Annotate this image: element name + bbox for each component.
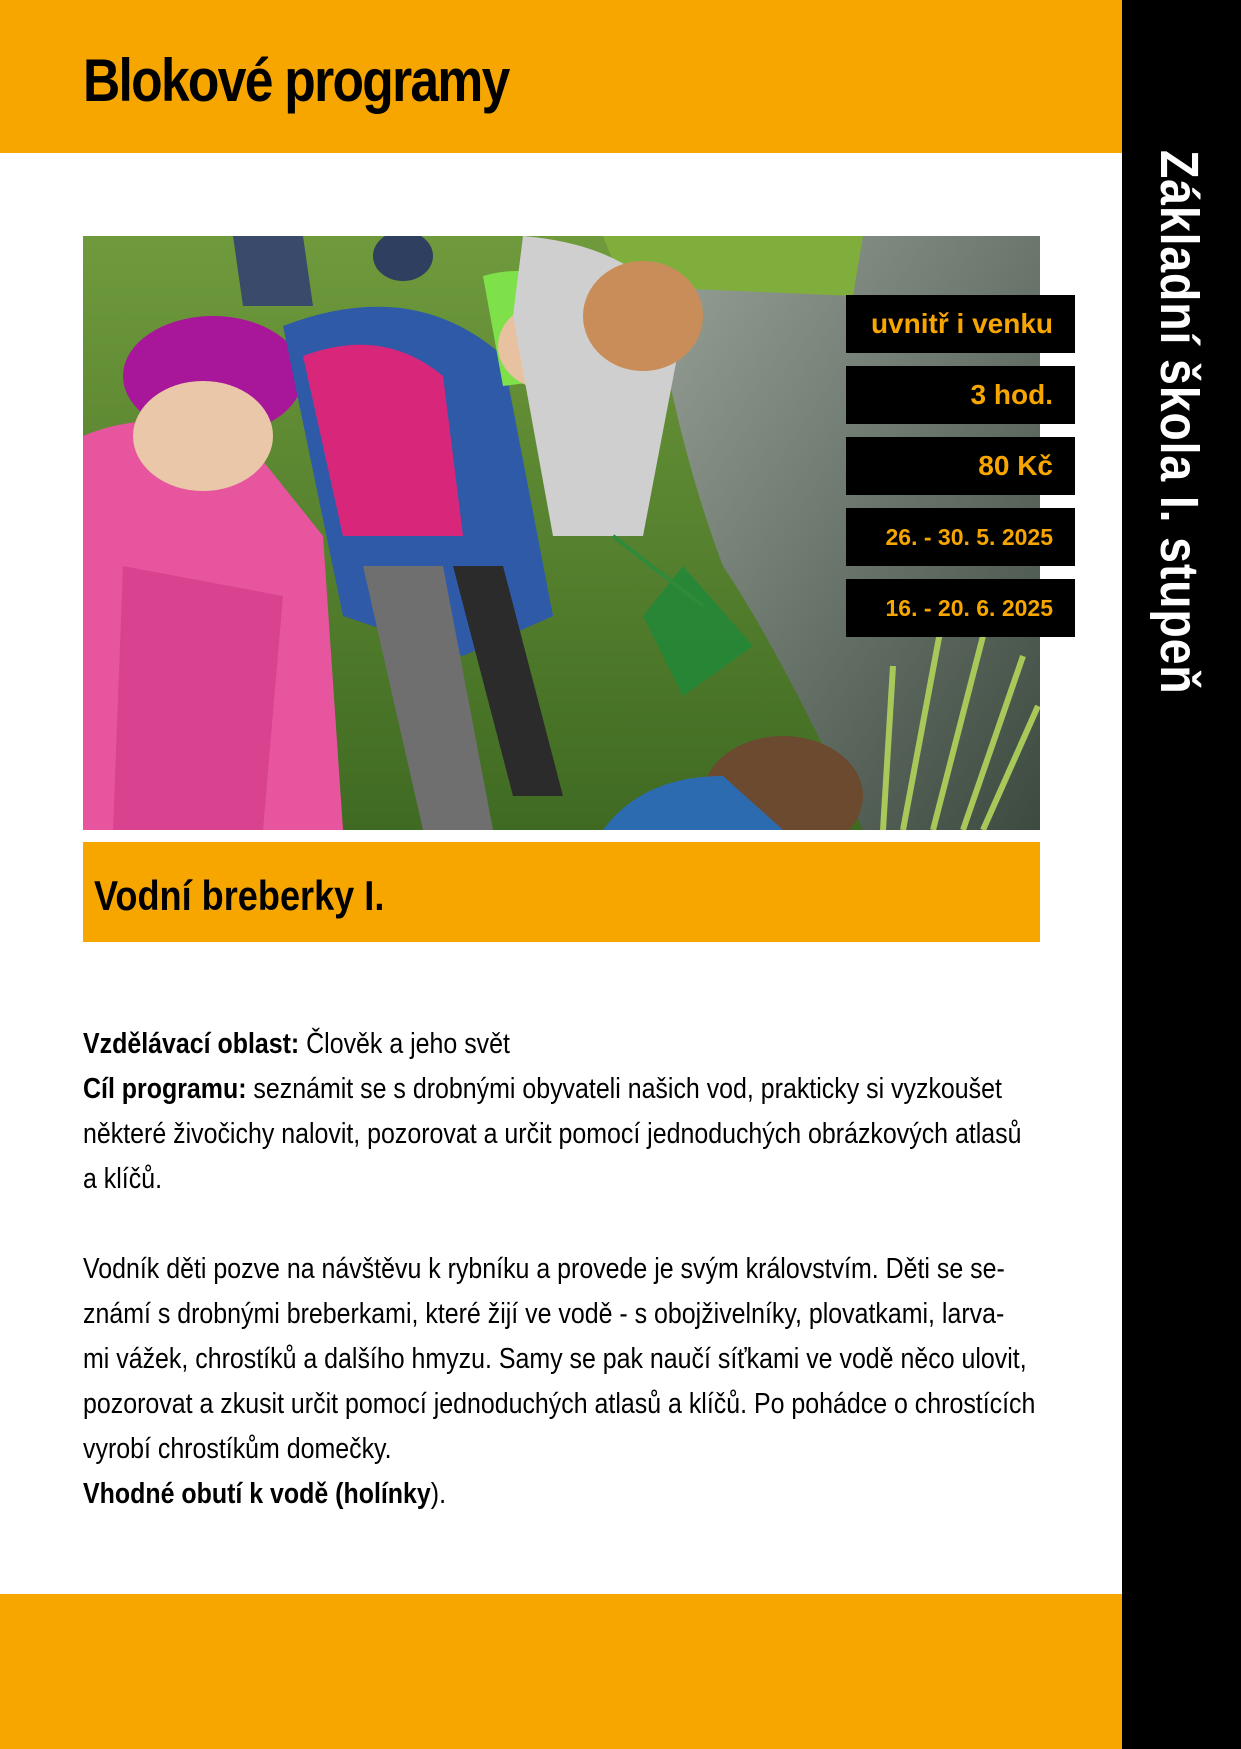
goal-text-2: některé živočichy nalovit, pozorovat a určit pomocí jednoduchých obrázkových atlasů [83,1118,1022,1150]
description-line-5: vyrobí chrostíkům domečky. [83,1433,392,1465]
program-description [83,1022,1042,1517]
tag-date-1: 26. - 30. 5. 2025 [846,508,1075,566]
description-line-2: známí s drobnými breberkami, které žijí ve vodě - s obojživelníky, plovatkami, larva- [83,1298,1005,1330]
tag-price: 80 Kč [846,437,1075,495]
program-title: Vodní breberky I. [94,872,385,919]
area-label: Vzdělávací oblast: [83,1028,300,1060]
description-line-4: pozorovat a zkusit určit pomocí jednoduchých atlasů a klíčů. Po pohádce o chrostících [83,1388,1036,1420]
tag-location: uvnitř i venku [846,295,1075,353]
tag-date-2: 16. - 20. 6. 2025 [846,579,1075,637]
description-line-3: mi vážek, chrostíků a dalšího hmyzu. Samy se pak naučí síťkami ve vodě něco ulovit, [83,1343,1027,1375]
footwear-note [83,1472,1042,1517]
area-value: Člověk a jeho svět [299,1028,510,1060]
page-title: Blokové programy [83,47,509,114]
footwear-tail: ). [430,1478,447,1510]
area-line [83,1022,1042,1067]
footwear-bold: Vhodné obutí k vodě (holínky [83,1478,431,1510]
goal-text-3: a klíčů. [83,1163,163,1195]
tag-duration: 3 hod. [846,366,1075,424]
goal-line [83,1067,1042,1112]
goal-text-1: seznámit se s drobnými obyvateli našich vod, prakticky si vyzkoušet [246,1073,1002,1105]
side-category-label: Základní škola I. stupeň [1149,150,1209,695]
goal-label: Cíl programu: [83,1073,247,1105]
footer-bar [0,1594,1122,1749]
description-line-1: Vodník děti pozve na návštěvu k rybníku a provede je svým královstvím. Děti se se- [83,1253,1005,1285]
